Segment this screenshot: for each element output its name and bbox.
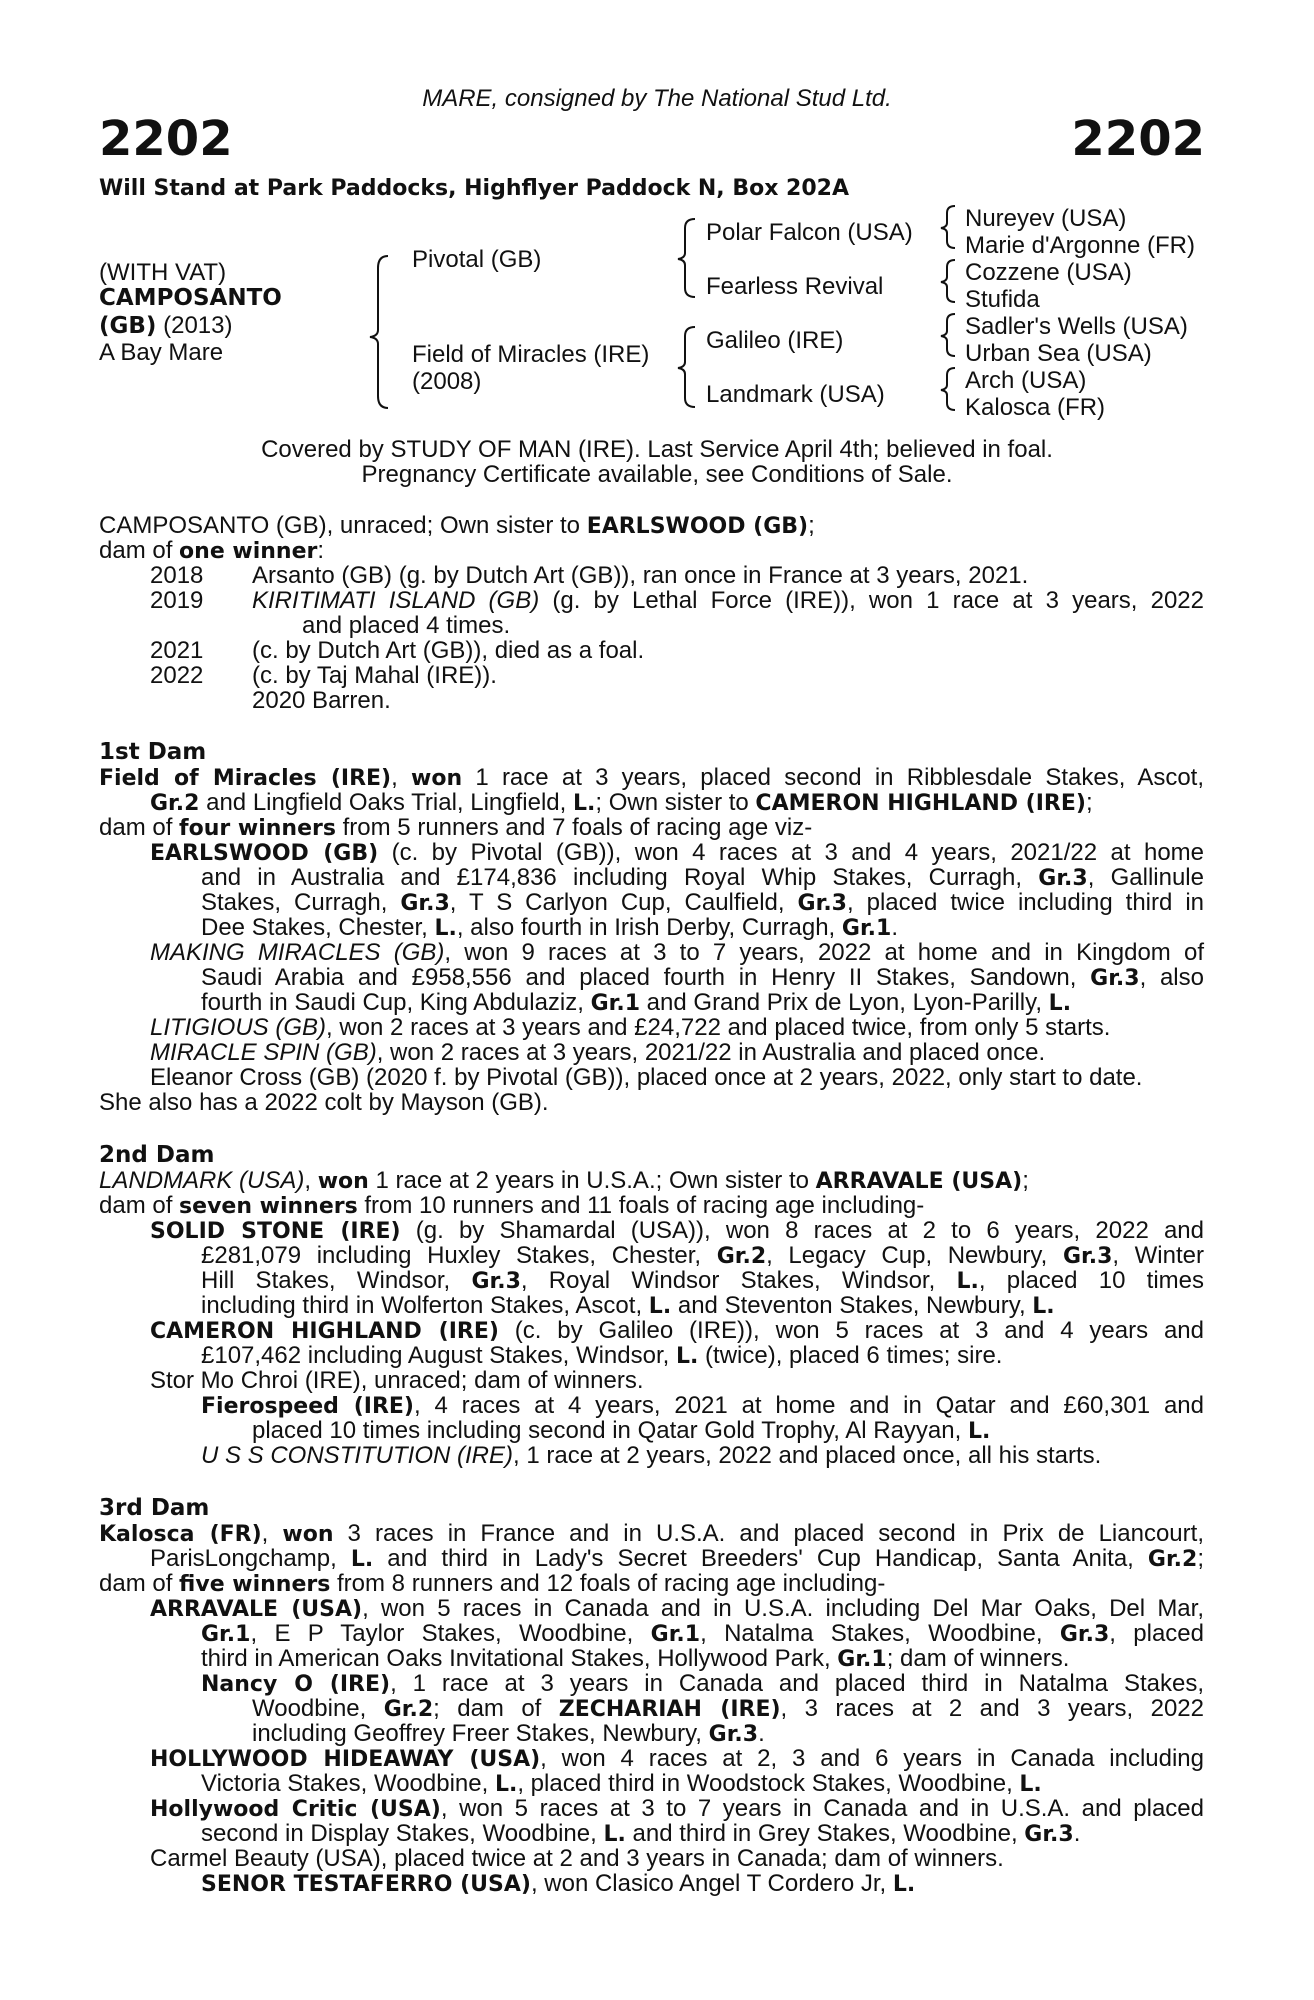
first-dam-line: Dee Stakes, Chester, L., also fourth in Irish Derby, Curragh, Gr.1. (201, 914, 898, 941)
location-line: Will Stand at Park Paddocks, Highflyer Paddock N, Box 202A (99, 176, 850, 201)
third-dam-heading: 3rd Dam (99, 1495, 210, 1521)
sss: Nureyev (USA) (965, 205, 1127, 232)
second-dam-line: placed 10 times including second in Qatar Gold Trophy, Al Rayyan, L. (252, 1417, 991, 1444)
second-dam-line: Hill Stakes, Windsor, Gr.3, Royal Windsor Stakes, Windsor, L., placed 10 times (201, 1267, 1204, 1294)
dss: Sadler's Wells (USA) (965, 313, 1188, 340)
first-dam-heading: 1st Dam (99, 739, 207, 765)
first-dam-line: and in Australia and £174,836 including Royal Whip Stakes, Curragh, Gr.3, Gallinule (201, 864, 1204, 891)
bracket-polar-falcon (941, 206, 955, 248)
third-dam-line: Hollywood Critic (USA), won 5 races at 3 to 7 years in Canada and in U.S.A. and placed (150, 1795, 1204, 1822)
third-dam-line: Gr.1, E P Taylor Stakes, Woodbine, Gr.1, Natalma Stakes, Woodbine, Gr.3, placed (201, 1620, 1204, 1647)
lot-number-right: 2202 (1071, 111, 1205, 167)
dsd: Urban Sea (USA) (965, 340, 1152, 367)
bracket-dam (678, 327, 695, 407)
horse-country: (GB) (99, 313, 157, 339)
second-dam-line: £107,462 including August Stakes, Windsor, L. (twice), placed 6 times; sire. (201, 1342, 1003, 1369)
first-dam-line: She also has a 2022 colt by Mayson (GB). (99, 1089, 549, 1116)
dds: Arch (USA) (965, 367, 1087, 394)
sdd: Stufida (965, 286, 1040, 313)
covered-line-2: Pregnancy Certificate available, see Conditions of Sale. (361, 461, 953, 488)
third-dam-line: Kalosca (FR), won 3 races in France and in U.S.A. and placed second in Prix de Liancourt, (99, 1520, 1204, 1547)
third-dam-line: including Geoffrey Freer Stakes, Newbury, Gr.3. (252, 1720, 765, 1747)
second-dam-line: CAMERON HIGHLAND (IRE) (c. by Galileo (IRE)), won 5 races at 3 and 4 years and (150, 1317, 1204, 1344)
first-dam-line: MIRACLE SPIN (GB), won 2 races at 3 years, 2021/22 in Australia and placed once. (150, 1039, 1046, 1066)
second-dam-line: £281,079 including Huxley Stakes, Chester, Gr.2, Legacy Cup, Newbury, Gr.3, Winter (201, 1242, 1204, 1269)
second-dam-line: dam of seven winners from 10 runners and 11 foals of racing age including- (99, 1192, 925, 1219)
first-dam-line: Stakes, Curragh, Gr.3, T S Carlyon Cup, Caulfield, Gr.3, placed twice including third in (201, 889, 1205, 916)
produce-text: KIRITIMATI ISLAND (GB) (g. by Lethal Force (IRE)), won 1 race at 3 years, 2022 (252, 587, 1204, 614)
first-dam-line: Eleanor Cross (GB) (2020 f. by Pivotal (GB)), placed once at 2 years, 2022, only start to date. (150, 1064, 1143, 1091)
second-dam-line: Stor Mo Chroi (IRE), unraced; dam of winners. (150, 1367, 644, 1394)
first-dam-line: dam of four winners from 5 runners and 7 foals of racing age viz- (99, 814, 813, 841)
third-dam-line: SENOR TESTAFERRO (USA), won Clasico Angel T Cordero Jr, L. (201, 1870, 916, 1897)
second-dam-line: LANDMARK (USA), won 1 race at 2 years in U.S.A.; Own sister to ARRAVALE (USA); (99, 1167, 1029, 1194)
horse-name: CAMPOSANTO (99, 285, 282, 311)
first-dam-line: fourth in Saudi Cup, King Abdulaziz, Gr.1 and Grand Prix de Lyon, Lyon-Parilly, L. (201, 989, 1072, 1016)
sire-sire: Polar Falcon (USA) (706, 219, 913, 246)
third-dam-line: Carmel Beauty (USA), placed twice at 2 and 3 years in Canada; dam of winners. (150, 1845, 1004, 1872)
covered-line-1: Covered by STUDY OF MAN (IRE). Last Service April 4th; believed in foal. (261, 436, 1053, 463)
ssd: Marie d'Argonne (FR) (965, 232, 1195, 259)
second-dam-line: Fierospeed (IRE), 4 races at 4 years, 2021 at home and in Qatar and £60,301 and (201, 1392, 1204, 1419)
bracket-fearless-revival (941, 260, 955, 302)
third-dam-line: dam of five winners from 8 runners and 12 foals of racing age including- (99, 1570, 886, 1597)
dam-dam: Landmark (USA) (706, 381, 885, 408)
produce-year: 2021 (150, 637, 204, 664)
third-dam-line: Woodbine, Gr.2; dam of ZECHARIAH (IRE), 3 races at 2 and 3 years, 2022 (252, 1695, 1204, 1722)
third-dam-line: Victoria Stakes, Woodbine, L., placed third in Woodstock Stakes, Woodbine, L. (201, 1770, 1042, 1797)
vat-note: (WITH VAT) (99, 259, 227, 286)
dam-year: (2008) (412, 368, 482, 395)
consignor-line: MARE, consigned by The National Stud Ltd. (422, 85, 892, 112)
dam: Field of Miracles (IRE) (412, 341, 650, 368)
produce-year: 2018 (150, 562, 204, 589)
bracket-landmark (941, 368, 955, 410)
produce-dam-of: dam of one winner: (99, 537, 325, 564)
sds: Cozzene (USA) (965, 259, 1132, 286)
produce-year: 2022 (150, 662, 204, 689)
first-dam-line: Saudi Arabia and £958,556 and placed fourth in Henry II Stakes, Sandown, Gr.3, also (201, 964, 1204, 991)
first-dam-line: Gr.2 and Lingfield Oaks Trial, Lingfield, L.; Own sister to CAMERON HIGHLAND (IRE); (150, 789, 1093, 816)
produce-text-cont: and placed 4 times. (302, 612, 511, 639)
third-dam-line: third in American Oaks Invitational Stakes, Hollywood Park, Gr.1; dam of winners. (201, 1645, 1070, 1672)
produce-text: (c. by Taj Mahal (IRE)). (252, 662, 497, 689)
sire-dam: Fearless Revival (706, 273, 884, 300)
sire: Pivotal (GB) (412, 246, 542, 273)
third-dam-line: ARRAVALE (USA), won 5 races in Canada and in U.S.A. including Del Mar Oaks, Del Mar, (150, 1595, 1204, 1622)
second-dam-heading: 2nd Dam (99, 1142, 215, 1168)
bracket-sire-dam (370, 256, 388, 408)
first-dam-line: Field of Miracles (IRE), won 1 race at 3 years, placed second in Ribblesdale Stakes, Ascot, (99, 764, 1205, 791)
third-dam-line: HOLLYWOOD HIDEAWAY (USA), won 4 races at 2, 3 and 6 years in Canada including (150, 1745, 1205, 1772)
first-dam-line: LITIGIOUS (GB), won 2 races at 3 years and £24,722 and placed twice, from only 5 starts. (150, 1014, 1111, 1041)
bracket-galileo (941, 314, 955, 356)
produce-text: (c. by Dutch Art (GB)), died as a foal. (252, 637, 645, 664)
ddd: Kalosca (FR) (965, 394, 1106, 421)
produce-text: Arsanto (GB) (g. by Dutch Art (GB)), ran once in France at 3 years, 2021. (252, 562, 1029, 589)
third-dam-line: second in Display Stakes, Woodbine, L. and third in Grey Stakes, Woodbine, Gr.3. (201, 1820, 1081, 1847)
second-dam-line: SOLID STONE (IRE) (g. by Shamardal (USA)), won 8 races at 2 to 6 years, 2022 and (150, 1217, 1205, 1244)
produce-year: 2019 (150, 587, 204, 614)
horse-description: A Bay Mare (99, 339, 224, 366)
produce-intro: CAMPOSANTO (GB), unraced; Own sister to EARLSWOOD (GB); (99, 512, 815, 539)
first-dam-line: EARLSWOOD (GB) (c. by Pivotal (GB)), won 4 races at 3 and 4 years, 2021/22 at home (150, 839, 1204, 866)
lot-number-left: 2202 (99, 111, 233, 167)
dam-sire: Galileo (IRE) (706, 327, 844, 354)
produce-barren: 2020 Barren. (252, 687, 391, 714)
second-dam-line: U S S CONSTITUTION (IRE), 1 race at 2 years, 2022 and placed once, all his starts. (201, 1442, 1102, 1469)
horse-year: (2013) (163, 312, 233, 339)
first-dam-line: MAKING MIRACLES (GB), won 9 races at 3 to 7 years, 2022 at home and in Kingdom of (150, 939, 1205, 966)
third-dam-line: Nancy O (IRE), 1 race at 3 years in Canada and placed third in Natalma Stakes, (201, 1670, 1204, 1697)
bracket-sire (678, 219, 695, 297)
second-dam-line: including third in Wolferton Stakes, Ascot, L. and Steventon Stakes, Newbury, L. (201, 1292, 1055, 1319)
third-dam-line: ParisLongchamp, L. and third in Lady's Secret Breeders' Cup Handicap, Santa Anita, Gr.2; (150, 1545, 1204, 1572)
